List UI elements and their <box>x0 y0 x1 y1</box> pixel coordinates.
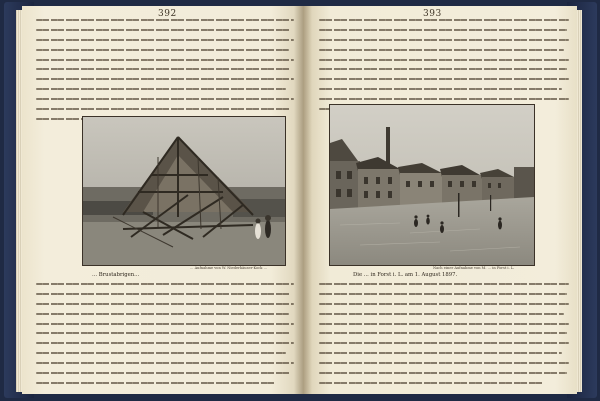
text-line <box>36 59 294 61</box>
left-bottom-paragraph <box>36 283 294 392</box>
text-line <box>36 283 294 285</box>
text-line <box>36 332 291 334</box>
text-line <box>36 293 291 295</box>
right-page <box>303 6 577 394</box>
left-page <box>22 6 305 394</box>
text-line <box>319 352 562 354</box>
text-line <box>36 78 294 80</box>
book-gutter-shadow <box>294 6 312 394</box>
text-line <box>319 88 562 90</box>
text-line <box>36 313 289 315</box>
text-line <box>319 283 569 285</box>
left-photo-credit: ... Aufnahme von W. Niederhäuser-Kock ... <box>190 266 268 270</box>
text-line <box>319 332 567 334</box>
right-bottom-paragraph <box>319 283 569 392</box>
text-line <box>36 88 286 90</box>
right-page-number: 393 <box>423 9 442 19</box>
text-line <box>319 372 567 374</box>
text-line <box>36 342 294 344</box>
text-line <box>319 49 564 51</box>
text-line <box>36 303 294 305</box>
right-photo-credit: Nach einer Aufnahme von M. ... in Forst i. L. <box>433 266 515 270</box>
left-figure-caption: ... Brustabrigen... <box>92 272 140 278</box>
text-line <box>36 49 289 51</box>
text-line <box>36 323 294 325</box>
left-top-paragraph <box>36 19 294 128</box>
text-line <box>319 303 569 305</box>
text-line <box>319 59 569 61</box>
right-photo-flooded-street <box>329 104 535 266</box>
text-line <box>319 29 567 31</box>
text-line <box>36 372 291 374</box>
right-figure-caption: Die ... in Forst i. L. am 1. August 1897. <box>353 272 458 278</box>
text-line <box>36 68 291 70</box>
text-line <box>319 78 569 80</box>
text-line <box>36 29 291 31</box>
text-line <box>36 382 276 384</box>
text-line <box>36 39 294 41</box>
text-line <box>319 68 567 70</box>
text-line <box>36 352 286 354</box>
text-line <box>319 98 569 100</box>
text-line <box>319 342 569 344</box>
text-line <box>319 323 569 325</box>
left-photo-collapsed-barn <box>82 116 286 266</box>
text-line <box>36 362 294 364</box>
text-line <box>36 98 294 100</box>
text-line <box>36 108 291 110</box>
text-line <box>319 19 569 21</box>
left-page-number: 392 <box>158 9 177 19</box>
text-line <box>319 382 544 384</box>
text-line <box>319 313 564 315</box>
text-line <box>319 362 569 364</box>
text-line <box>36 19 294 21</box>
text-line <box>319 293 567 295</box>
text-line <box>319 39 569 41</box>
